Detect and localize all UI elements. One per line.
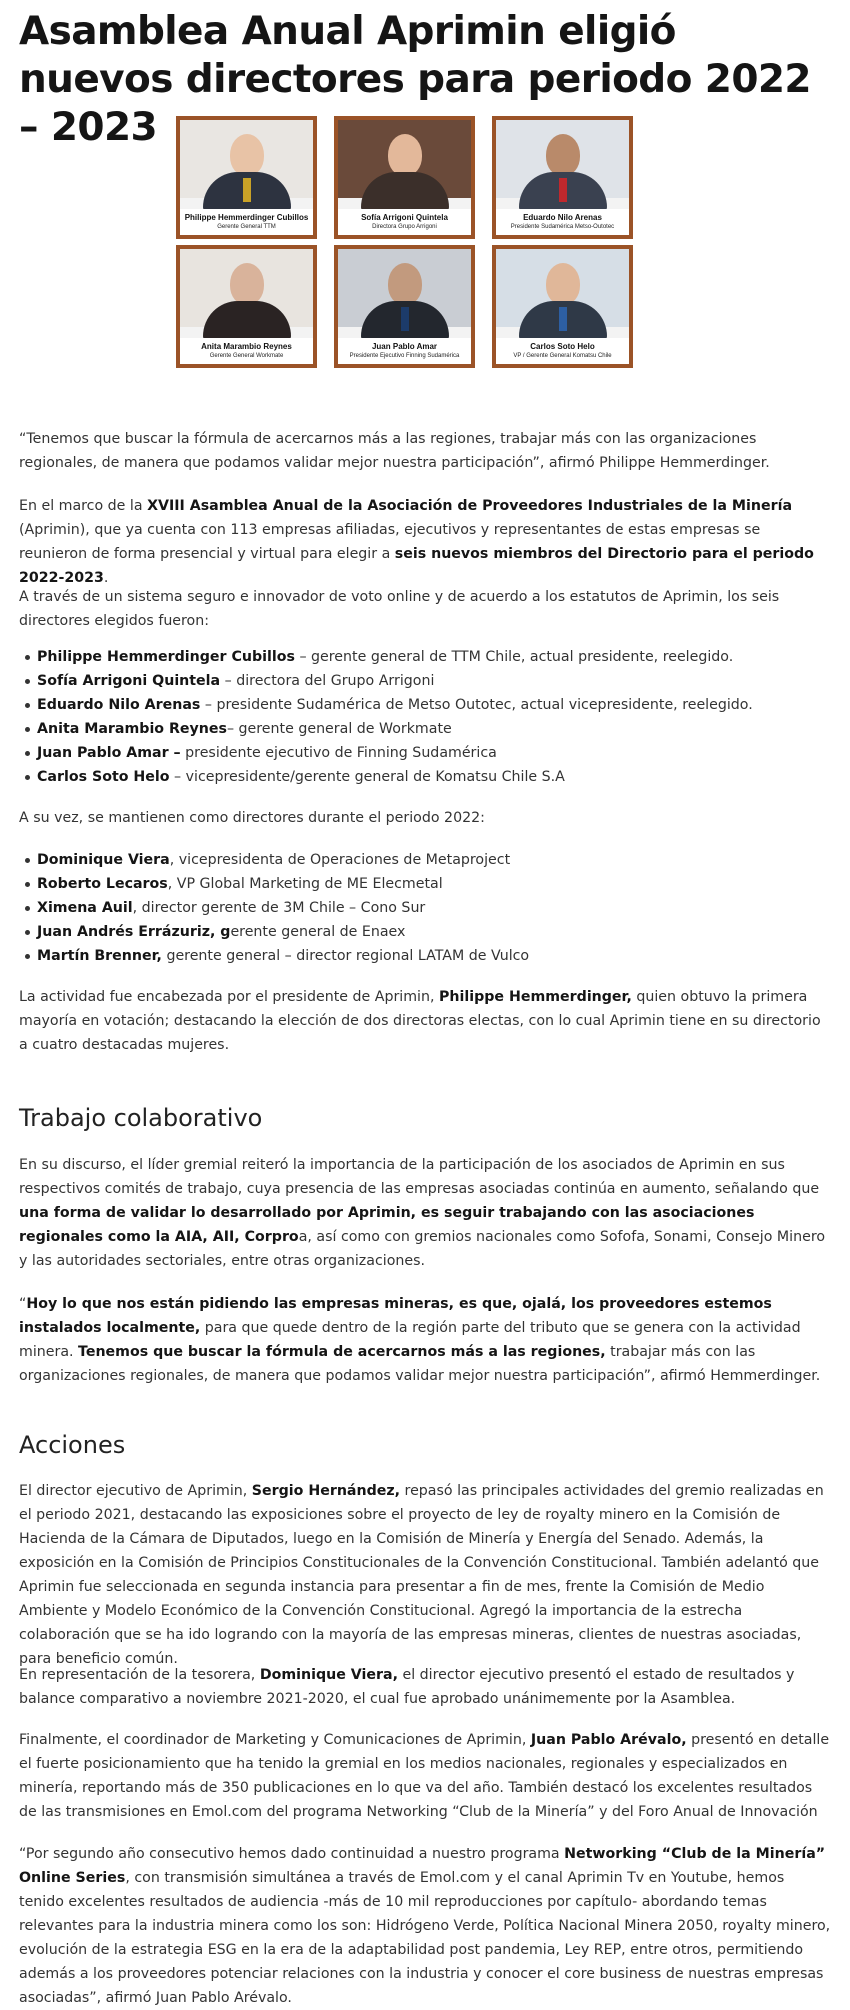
list-item: Martín Brenner, gerente general – director regional LATAM de Vulco bbox=[19, 944, 831, 968]
list-item: Roberto Lecaros, VP Global Marketing de ME Elecmetal bbox=[19, 872, 831, 896]
photo-card-name: Eduardo Nilo Arenas bbox=[523, 213, 602, 222]
photo-card bbox=[492, 245, 633, 368]
list-item: Carlos Soto Helo – vicepresidente/gerente general de Komatsu Chile S.A bbox=[19, 765, 831, 789]
photo-card bbox=[492, 116, 633, 239]
paragraph-tesorera: En representación de la tesorera, Dominique Viera, el director ejecutivo presentó el estado de resultados y balance comparativo a noviembre 2021-2020, el cual fue aprobado unánimemente por la Asamblea. bbox=[19, 1667, 795, 1707]
paragraph-voting: A través de un sistema seguro e innovador de voto online y de acuerdo a los estatutos de Aprimin, los seis directores elegidos fueron: bbox=[19, 589, 780, 629]
list-item: Anita Marambio Reynes– gerente general de Workmate bbox=[19, 717, 831, 741]
section-heading-trabajo: Trabajo colaborativo bbox=[19, 1104, 263, 1132]
photo-card-name: Philippe Hemmerdinger Cubillos bbox=[184, 213, 309, 222]
photo-card-role: VP / Gerente General Komatsu Chile bbox=[513, 353, 612, 359]
continuing-directors-list bbox=[19, 848, 831, 968]
list-item: Eduardo Nilo Arenas – presidente Sudamérica de Metso Outotec, actual vicepresidente, reelegido. bbox=[19, 693, 831, 717]
paragraph-discurso: En su discurso, el líder gremial reiteró la importancia de la participación de los asociados de Aprimin en sus respectivos comités de trabajo, cuya presencia de las empresas asociadas continúa en aumento, señalando que una forma de validar lo desarrollado por Aprimin, es seguir trabajando con las asociaciones regionales como la AIA, AII, Corproa, así como con gremios nacionales como Sofofa, Sonami, Consejo Minero y las autoridades sectoriales, entre otras organizaciones. bbox=[19, 1157, 826, 1269]
photo-card-name: Sofía Arrigoni Quintela bbox=[361, 213, 448, 222]
list-item: Juan Pablo Amar – presidente ejecutivo de Finning Sudamérica bbox=[19, 741, 831, 765]
photo-card-name: Anita Marambio Reynes bbox=[201, 342, 292, 351]
article-title: Asamblea Anual Aprimin eligió nuevos directores para periodo 2022 – 2023 bbox=[19, 9, 811, 150]
paragraph-marketing: Finalmente, el coordinador de Marketing y Comunicaciones de Aprimin, Juan Pablo Arévalo, presentó en detalle el fuerte posicionamiento que ha tenido la gremial en los medios nacionales, regionales y especializados en minería, reportando más de 350 publicaciones en lo que va del año. También destacó los excelentes resultados de las transmisiones en Emol.com del programa Networking “Club de la Minería” y del Foro Anual de Innovación bbox=[19, 1732, 830, 1820]
list-item: Philippe Hemmerdinger Cubillos – gerente general de TTM Chile, actual presidente, reelegido. bbox=[19, 645, 831, 669]
photo-card-role: Presidente Sudamérica Metso-Outotec bbox=[510, 224, 615, 230]
photo-card-role: Directora Grupo Arrigoni bbox=[372, 224, 437, 230]
elected-directors-list bbox=[19, 645, 831, 789]
section-heading-acciones: Acciones bbox=[19, 1431, 126, 1459]
paragraph-leadership: La actividad fue encabezada por el presidente de Aprimin, Philippe Hemmerdinger, quien obtuvo la primera mayoría en votación; destacando la elección de dos directoras electas, con lo cual Aprimin tiene en su directorio a cuatro destacadas mujeres. bbox=[19, 989, 821, 1053]
paragraph-asamblea: En el marco de la XVIII Asamblea Anual de la Asociación de Proveedores Industriales de la Minería (Aprimin), que ya cuenta con 113 empresas afiliadas, ejecutivos y representantes de estas empresas se reunieron de forma presencial y virtual para elegir a seis nuevos miembros del Directorio para el periodo 2022-2023. bbox=[19, 498, 814, 586]
paragraph-quote-local: “Hoy lo que nos están pidiendo las empresas mineras, es que, ojalá, los proveedores estemos instalados localmente, para que quede dentro de la región parte del tributo que se genera con la actividad minera. Tenemos que buscar la fórmula de acercarnos más a las regiones, trabajar más con las organizaciones regionales, de manera que podamos validar mejor nuestra participación”, afirmó Hemmerdinger. bbox=[19, 1296, 821, 1384]
list-item: Juan Andrés Errázuriz, gerente general de Enaex bbox=[19, 920, 831, 944]
paragraph-continuing: A su vez, se mantienen como directores durante el periodo 2022: bbox=[19, 810, 485, 826]
list-item: Sofía Arrigoni Quintela – directora del Grupo Arrigoni bbox=[19, 669, 831, 693]
paragraph-director-ejecutivo: El director ejecutivo de Aprimin, Sergio Hernández, repasó las principales actividades del gremio realizadas en el periodo 2021, destacando las exposiciones sobre el proyecto de ley de royalty minero en la Comisión de Hacienda de la Cámara de Diputados, luego en la Comisión de Minería y Energía del Senado. Además, la exposición en la Comisión de Principios Constitucionales de la Convención Constitucional. También adelantó que Aprimin fue seleccionada en segunda instancia para presentar a fin de mes, frente la Comisión de Medio Ambiente y Modelo Económico de la Convención Constitucional. Agregó la importancia de la estrecha colaboración que se ha ido logrando con la mayoría de las empresas mineras, clientes de nuestras asociadas, para beneficio común. bbox=[19, 1483, 824, 1667]
paragraph-networking-quote: “Por segundo año consecutivo hemos dado continuidad a nuestro programa Networking “Club de la Minería” Online Series, con transmisión simultánea a través de Emol.com y el canal Aprimin Tv en Youtube, hemos tenido excelentes resultados de audiencia -más de 10 mil reproducciones por capítulo- abordando temas relevantes para la industria minera como los son: Hidrógeno Verde, Política Nacional Minera 2050, royalty minero, evolución de la estrategia ESG en la era de la adaptabilidad post pandemia, Ley REP, entre otros, permitiendo además a los proveedores potenciar relaciones con la industria y conocer el core business de nuestras empresas asociadas”, afirmó Juan Pablo Arévalo. bbox=[19, 1846, 831, 2006]
photo-card-role: Gerente General Workmate bbox=[209, 353, 284, 359]
photo-card bbox=[176, 116, 317, 239]
directors-photo-collage bbox=[175, 114, 634, 372]
photo-card bbox=[334, 245, 475, 368]
photo-card-name: Carlos Soto Helo bbox=[530, 342, 595, 351]
photo-card-role: Gerente General TTM bbox=[217, 224, 276, 230]
photo-card-name: Juan Pablo Amar bbox=[371, 342, 438, 351]
list-item: Ximena Auil, director gerente de 3M Chile – Cono Sur bbox=[19, 896, 831, 920]
photo-card bbox=[176, 245, 317, 368]
photo-card bbox=[334, 116, 475, 239]
list-item: Dominique Viera, vicepresidenta de Operaciones de Metaproject bbox=[19, 848, 831, 872]
photo-card-role: Presidente Ejecutivo Finning Sudamérica bbox=[349, 353, 460, 359]
paragraph-quote-intro: “Tenemos que buscar la fórmula de acercarnos más a las regiones, trabajar más con las organizaciones regionales, de manera que podamos validar mejor nuestra participación”, afirmó Philippe Hemmerdinger. bbox=[19, 431, 770, 471]
